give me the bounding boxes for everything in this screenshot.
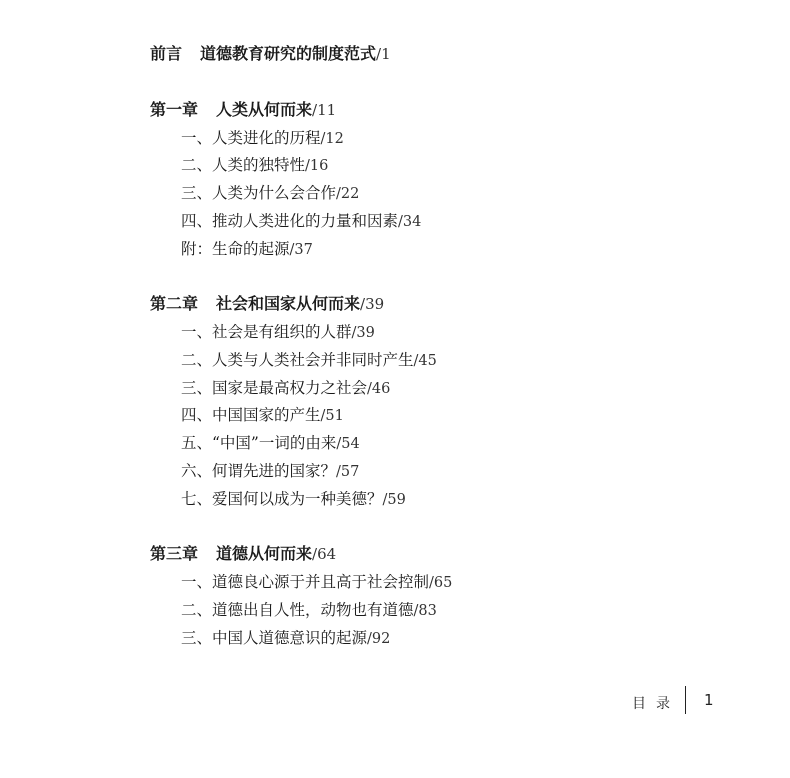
section-title: 一、人类进化的历程: [181, 129, 321, 147]
toc-section: [181, 378, 390, 399]
chapter-label: 第三章: [150, 544, 199, 563]
toc-section: [181, 239, 313, 260]
toc-section: [181, 155, 328, 176]
section-title: 七、爱国何以成为一种美德？: [181, 490, 383, 508]
section-page: /92: [367, 631, 391, 647]
toc-section: [181, 128, 344, 149]
chapter-label: 第一章: [150, 100, 199, 119]
chapter-page: /64: [312, 545, 337, 563]
section-page: /37: [289, 242, 313, 258]
toc-section: [181, 211, 421, 232]
toc-chapter-3: [150, 544, 336, 564]
section-title: 四、中国国家的产生: [181, 406, 321, 424]
toc-section: [181, 405, 344, 426]
section-title: 一、道德良心源于并且高于社会控制: [181, 573, 430, 591]
toc-section: [181, 322, 375, 343]
toc-section: [181, 628, 390, 649]
section-title: 附：生命的起源: [181, 240, 290, 258]
preface-label: 前言: [150, 44, 183, 63]
chapter-title: 道德从何而来: [216, 544, 313, 563]
chapter-page: /11: [312, 101, 337, 119]
toc-section: [181, 350, 437, 371]
section-title: 二、人类的独特性: [181, 156, 306, 174]
toc-preface: [150, 44, 391, 64]
chapter-label: 第二章: [150, 294, 199, 313]
section-page: /45: [413, 353, 437, 369]
section-title: 五、“中国”一词的由来: [181, 434, 337, 452]
section-title: 一、社会是有组织的人群: [181, 323, 352, 341]
toc-section: [181, 461, 359, 482]
toc-section: [181, 489, 406, 510]
toc-section: [181, 183, 359, 204]
section-title: 三、中国人道德意识的起源: [181, 629, 368, 647]
footer-divider: [685, 686, 686, 714]
section-title: 三、人类为什么会合作: [181, 184, 337, 202]
chapter-page: /39: [360, 295, 385, 313]
section-page: /54: [336, 436, 360, 452]
footer-section-label: 目录: [632, 696, 680, 712]
section-title: 二、人类与人类社会并非同时产生: [181, 351, 414, 369]
section-page: /51: [320, 408, 344, 424]
section-page: /46: [367, 381, 391, 397]
section-title: 六、何谓先进的国家？: [181, 462, 337, 480]
preface-page: /1: [376, 45, 391, 63]
section-page: /65: [429, 575, 453, 591]
section-page: /57: [336, 464, 360, 480]
section-page: /39: [351, 325, 375, 341]
toc-chapter-1: [150, 100, 336, 120]
section-page: /16: [305, 158, 329, 174]
section-page: /59: [382, 492, 406, 508]
section-page: /83: [413, 603, 437, 619]
preface-title: 道德教育研究的制度范式: [200, 44, 377, 63]
toc-chapter-2: [150, 294, 384, 314]
footer-page-number: 1: [704, 691, 714, 709]
chapter-title: 社会和国家从何而来: [216, 294, 361, 313]
section-title: 四、推动人类进化的力量和因素: [181, 212, 399, 230]
chapter-title: 人类从何而来: [216, 100, 313, 119]
section-page: /12: [320, 131, 344, 147]
section-title: 二、道德出自人性，动物也有道德: [181, 601, 414, 619]
section-page: /34: [398, 214, 422, 230]
toc-section: [181, 600, 437, 621]
toc-section: [181, 572, 452, 593]
section-page: /22: [336, 186, 360, 202]
section-title: 三、国家是最高权力之社会: [181, 379, 368, 397]
toc-section: [181, 433, 360, 454]
